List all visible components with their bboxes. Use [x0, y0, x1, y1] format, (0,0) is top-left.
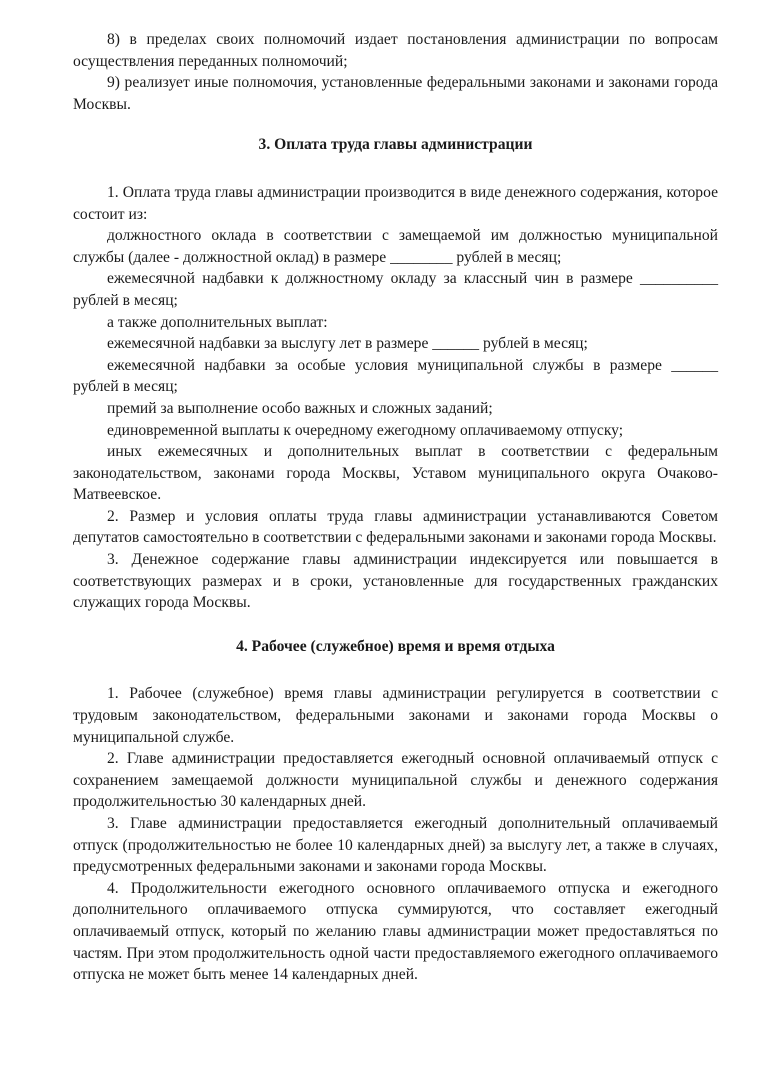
section-3-paragraph: иных ежемесячных и дополнительных выплат в соответствии с федеральным законодательством, законами города Москвы, Уставом муниципального округа Очаково-Матвеевское. [73, 443, 718, 504]
section-3-paragraph: 2. Размер и условия оплаты труда главы администрации устанавливаются Советом депутатов самостоятельно в соответствии с федеральными законами и законами города Москвы. [73, 507, 718, 547]
section-4-paragraph: 1. Рабочее (служебное) время главы администрации регулируется в соответствии с трудовым законодательством, федеральными законами и законами города Москвы о муниципальной службе. [73, 685, 718, 746]
section-3-heading: 3. Оплата труда главы администрации [258, 136, 533, 154]
section-3-paragraph: единовременной выплаты к очередному ежегодному оплачиваемому отпуску; [107, 421, 624, 439]
section-4-heading: 4. Рабочее (служебное) время и время отдыха [236, 637, 555, 655]
section-3-paragraph: ежемесячной надбавки к должностному окладу за классный чин в размере __________ рублей в месяц; [73, 270, 718, 309]
list-item-9: 9) реализует иные полномочия, установленные федеральными законами и законами города Москвы. [73, 74, 718, 113]
section-3-paragraph: 1. Оплата труда главы администрации производится в виде денежного содержания, которое состоит из: [73, 183, 718, 223]
section-3-paragraph: 3. Денежное содержание главы администрации индексируется или повышается в соответствующих размерах и в сроки, установленные для государственных гражданских служащих города Москвы. [73, 551, 718, 612]
section-3-paragraph: должностного оклада в соответствии с замещаемой им должностью муниципальной службы (далее - должностной оклад) в размере ________ рублей в месяц; [73, 227, 718, 266]
section-3-paragraph: ежемесячной надбавки за особые условия муниципальной службы в размере ______ рублей в месяц; [73, 356, 718, 396]
list-item-8: 8) в пределах своих полномочий издает постановления администрации по вопросам осуществления переданных полномочий; [73, 31, 718, 70]
section-3-paragraph: ежемесячной надбавки за выслугу лет в размере ______ рублей в месяц; [107, 335, 588, 353]
section-4-paragraph: 3. Главе администрации предоставляется ежегодный дополнительный оплачиваемый отпуск (продолжительностью не более 10 календарных дней) за выслугу лет, а также в случаях, предусмотренных федеральными законами и законами города Москвы. [73, 815, 718, 876]
section-4-paragraph: 4. Продолжительности ежегодного основного оплачиваемого отпуска и ежегодного дополнительного оплачиваемого отпуска суммируются, что составляет ежегодный оплачиваемый отпуск, который по желанию главы администрации может предоставляться по частям. При этом продолжительность одной части предоставляемого ежегодного оплачиваемого отпуска не может быть менее 14 календарных дней. [73, 879, 718, 984]
section-3-paragraph: а также дополнительных выплат: [107, 313, 328, 331]
section-3-paragraph: премий за выполнение особо важных и сложных заданий; [107, 399, 493, 417]
section-4-paragraph: 2. Главе администрации предоставляется ежегодный основной оплачиваемый отпуск с сохранением замещаемой должности муниципальной службы и денежного содержания продолжительностью 30 календарных дней. [73, 750, 718, 811]
